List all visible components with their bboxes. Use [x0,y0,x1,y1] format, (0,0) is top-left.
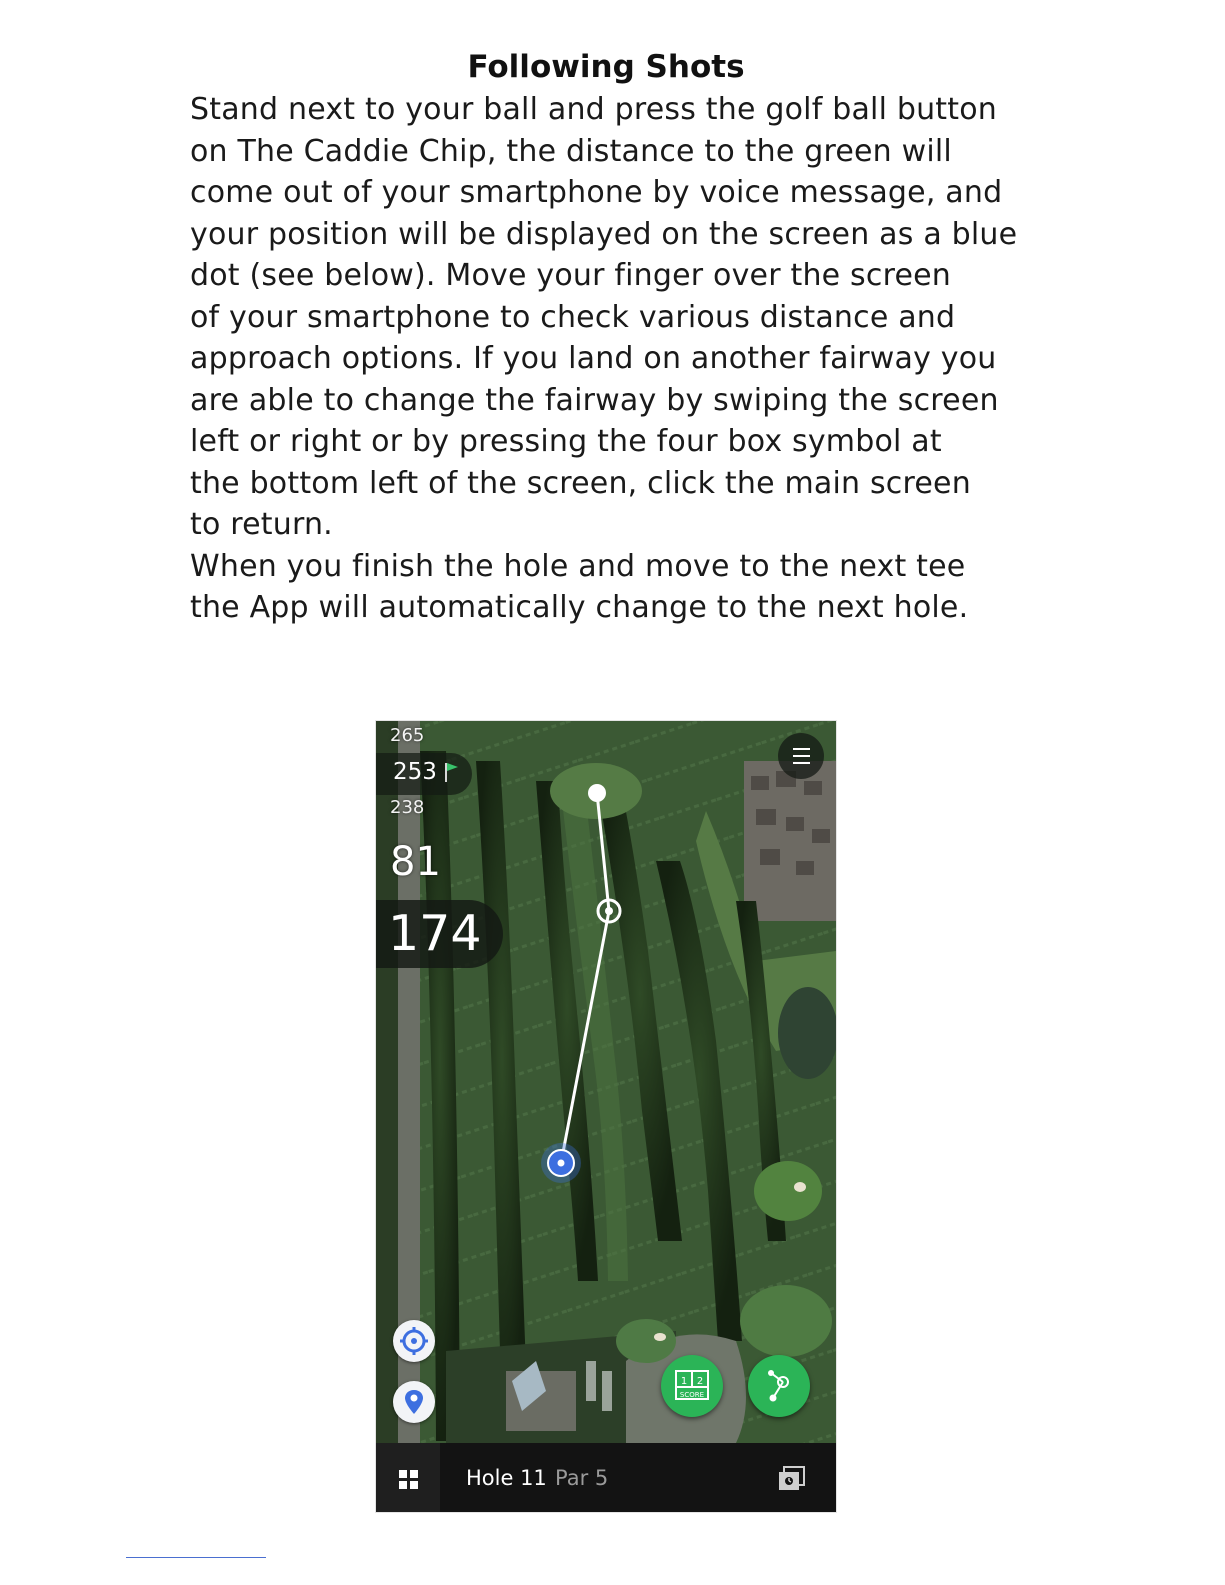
instruction-line: When you finish the hole and move to the next tee [190,548,966,584]
footer-divider [126,1557,266,1558]
distance-flag: 253 [393,759,437,785]
instruction-line: your position will be displayed on the screen as a blue [190,216,1018,252]
instruction-line: the bottom left of the screen, click the main screen [190,465,971,501]
distance-front: 238 [390,797,425,818]
four-box-grid-icon [399,1470,419,1490]
bottom-bar [376,1443,836,1512]
instruction-line: left or right or by pressing the four box symbol at [190,424,942,459]
score-digit-right: 2 [696,1376,704,1387]
map-pin-icon [393,1381,435,1423]
instruction-line: dot (see below). Move your finger over the screen [190,258,951,293]
hole-card-icon[interactable] [776,1465,808,1493]
shot-tracking-button[interactable] [748,1355,810,1417]
pin-button[interactable] [393,1381,435,1423]
flag-icon [444,761,460,783]
scorecard-icon [661,1355,723,1417]
distance-from-position: 174 [388,905,482,962]
menu-button[interactable] [778,733,824,779]
instruction-line: come out of your smartphone by voice message, and [190,175,1003,210]
distance-to-target: 81 [390,839,441,885]
instruction-line: Stand next to your ball and press the golf ball button [190,92,997,127]
locate-button[interactable] [393,1320,435,1362]
score-button-text: SCORE [679,1391,705,1399]
hole-par: Par 5 [555,1466,609,1490]
distance-back: 265 [390,725,425,746]
menu-icon-bar [793,762,810,764]
crosshair-icon [393,1320,435,1362]
instruction-line: to return. [190,507,333,542]
page-heading: Following Shots [467,49,745,85]
instruction-line: the App will automatically change to the next hole. [190,590,969,625]
score-digit-left: 1 [680,1376,688,1387]
instruction-line: on The Caddie Chip, the distance to the green will [190,133,952,169]
instruction-line: of your smartphone to check various distance and [190,299,956,335]
score-button[interactable] [661,1355,723,1417]
instruction-line: are able to change the fairway by swiping the screen [190,382,999,418]
app-screenshot [375,720,837,1513]
instructions-paragraph [190,89,1090,629]
holes-grid-button[interactable] [376,1443,440,1512]
hole-number: Hole 11 [466,1466,547,1490]
instruction-line: approach options. If you land on another fairway you [190,341,997,376]
menu-icon [793,748,810,750]
target-marker[interactable] [588,784,606,802]
satellite-map[interactable] [376,721,836,1443]
shot-path-icon [748,1355,810,1417]
menu-icon-bar [793,755,810,757]
